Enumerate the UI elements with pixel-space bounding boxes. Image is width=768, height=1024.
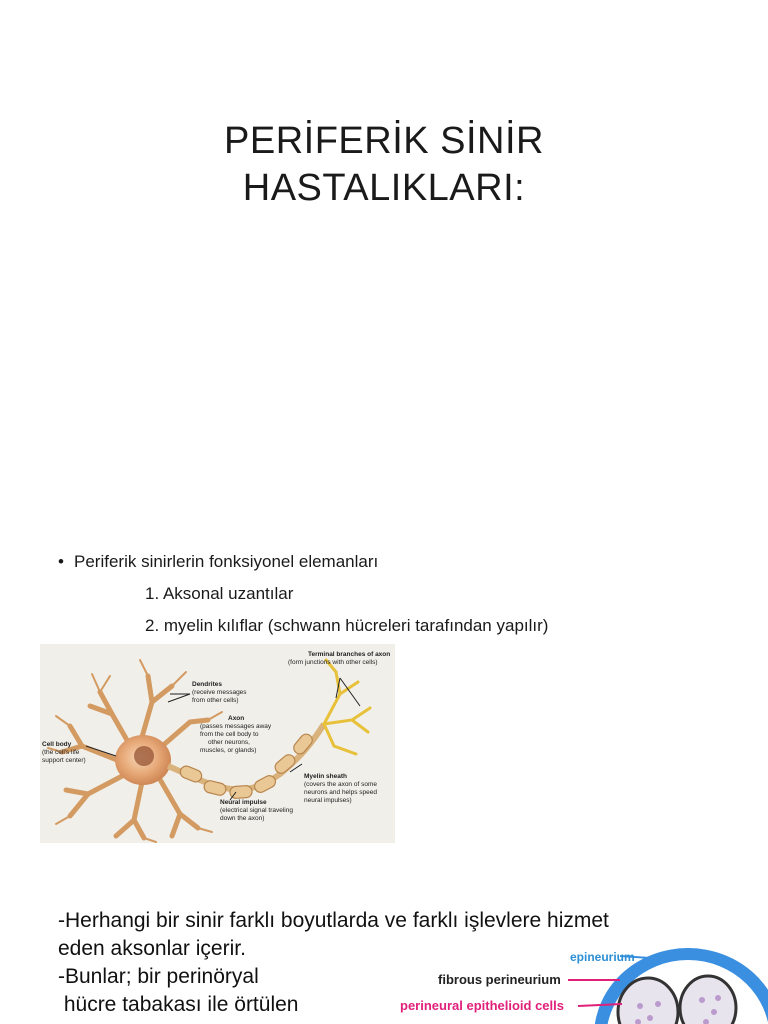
label-epineurium: epineurium <box>570 950 635 964</box>
title-line-2: HASTALIKLARI: <box>242 167 526 209</box>
label-axon-line4: other neurons, <box>208 739 250 746</box>
title-line-1: PERİFERİK SİNİR <box>224 120 544 162</box>
label-impulse: Neural impulse <box>220 799 267 806</box>
bullet-list <box>58 549 548 645</box>
label-dendrites-line3: from other cells) <box>192 697 239 704</box>
label-axon: Axon <box>228 715 245 722</box>
label-myelin-line4: neural impulses) <box>304 797 352 804</box>
label-dendrites: Dendrites <box>192 681 222 688</box>
label-cell-body-line2: (the cell's life <box>42 749 80 756</box>
label-cell-body: Cell body <box>42 741 72 748</box>
bullet-item-main <box>58 549 548 581</box>
bullet-subitem-2: 2. myelin kılıflar (schwann hücreleri tarafından yapılır) <box>145 616 549 635</box>
nerve-cross-section-illustration <box>388 940 768 1024</box>
nucleus-shape <box>134 746 154 766</box>
label-axon-line2: (passes messages away <box>200 723 272 730</box>
body-line-3: -Bunlar; bir perinöryal <box>58 965 259 988</box>
body-line-4: hücre tabakası ile örtülen <box>58 993 299 1016</box>
bullet-subitem-1: 1. Aksonal uzantılar <box>145 584 294 603</box>
label-myelin-line3: neurons and helps speed <box>304 789 378 796</box>
bullet-dot-icon: • <box>58 552 64 571</box>
label-impulse-line3: down the axon) <box>220 815 265 822</box>
label-fibrous-perineurium: fibrous perineurium <box>438 972 561 987</box>
label-terminal-line2: (form junctions with other cells) <box>288 659 378 666</box>
label-perineural-epithelioid-cells: perineural epithelioid cells <box>400 998 564 1013</box>
terminal-branches <box>324 660 370 754</box>
label-myelin: Myelin sheath <box>304 773 347 780</box>
label-myelin-line2: (covers the axon of some <box>304 781 377 788</box>
label-axon-line3: from the cell body to <box>200 731 259 738</box>
label-dendrites-line2: (receive messages <box>192 689 247 696</box>
label-terminal: Terminal branches of axon <box>308 651 391 658</box>
label-axon-line5: muscles, or glands) <box>200 747 257 754</box>
label-impulse-line2: (electrical signal traveling <box>220 807 293 814</box>
bullet-main-text: Periferik sinirlerin fonksiyonel elemanları <box>74 552 379 571</box>
nerve-cross-section-diagram <box>388 940 768 1024</box>
neuron-illustration <box>40 644 395 843</box>
neuron-diagram <box>40 644 395 843</box>
slide-title <box>0 118 768 212</box>
label-cell-body-line3: support center) <box>42 757 86 764</box>
body-line-2: eden aksonlar içerir. <box>58 937 246 960</box>
body-line-1: -Herhangi bir sinir farklı boyutlarda ve farklı işlevlere hizmet <box>58 909 609 932</box>
